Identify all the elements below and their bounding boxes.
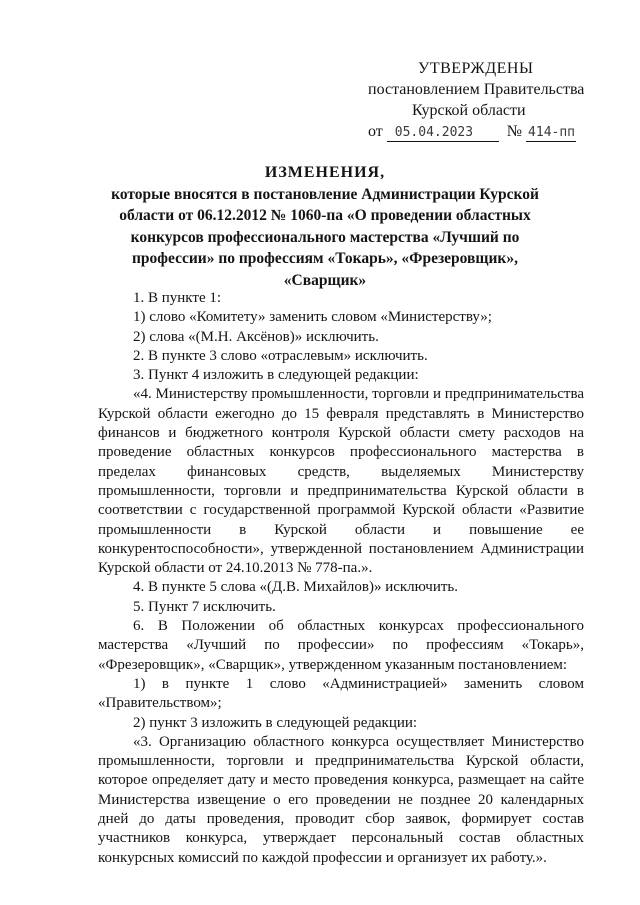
approval-number-label: № [506, 123, 523, 140]
approval-date-number-line [360, 121, 590, 142]
document-subtitle: которые вносятся в постановление Администрации Курской области от 06.12.2012 № 1060-па «О проведении областных конкурсов профессионального мастерства «Лучший по профессии» по профессиям «Токарь», «Фрезеровщик», «Сварщик» [111, 185, 539, 289]
approval-region: Курской области [412, 102, 526, 119]
approval-title: УТВЕРЖДЕНЫ [418, 60, 534, 77]
paragraph: 1) в пункте 1 слово «Администрацией» заменить словом «Правительством»; [98, 675, 584, 712]
paragraph: 1. В пункте 1: [133, 290, 222, 306]
document-title: ИЗМЕНЕНИЯ, [264, 164, 386, 181]
paragraph: 2. В пункте 3 слово «отраслевым» исключить. [133, 347, 428, 364]
paragraph: 3. Пункт 4 изложить в следующей редакции: [133, 367, 419, 384]
document-heading [90, 162, 560, 291]
paragraph: 5. Пункт 7 исключить. [133, 598, 276, 615]
paragraph: 6. В Положении об областных конкурсах профессионального мастерства «Лучший по профессии» по профессиям «Токарь», «Фрезеровщик», «Сварщик», утвержденном указанным постановлением: [98, 618, 584, 673]
approval-date: 05.04.2023 [387, 125, 499, 142]
approval-authority: постановлением Правительства [368, 81, 585, 98]
approval-block [360, 58, 590, 142]
paragraph: «4. Министерству промышленности, торговли и предпринимательства Курской области ежегодно до 15 февраля представлять в Министерство финансов и бюджетного контроля Курской области смету расходов на проведение областных конкурсов профессионального мастерства в пределах финансовых средств, выделяемых Министерству промышленности, торговли и предпринимательства Курской области в соответствии с государственной программой Курской области «Развитие промышленности в Курской области и повышение ее конкурентоспособности», утвержденной постановлением Администрации Курской области от 24.10.2013 № 778-па.». [98, 386, 584, 577]
paragraph: 4. В пункте 5 слова «(Д.В. Михайлов)» исключить. [133, 579, 459, 596]
paragraph: 2) пункт 3 изложить в следующей редакции: [133, 714, 418, 731]
document-body [98, 289, 584, 868]
paragraph: «3. Организацию областного конкурса осуществляет Министерство промышленности, торговли и предпринимательства Курской области, которое определяет дату и место проведения конкурса, размещает на сайте Министерства извещение о его проведении не позднее 20 календарных дней до даты проведения, проводит сбор заявок, формирует состав участников конкурса, утверждает персональный состав областных конкурсных комиссий по каждой профессии и организует их работу.». [98, 733, 584, 866]
paragraph: 2) слова «(М.Н. Аксёнов)» исключить. [133, 328, 379, 345]
paragraph: 1) слово «Комитету» заменить словом «Министерству»; [133, 309, 492, 326]
approval-from-label: от [368, 123, 383, 140]
approval-number: 414-пп [528, 125, 576, 140]
